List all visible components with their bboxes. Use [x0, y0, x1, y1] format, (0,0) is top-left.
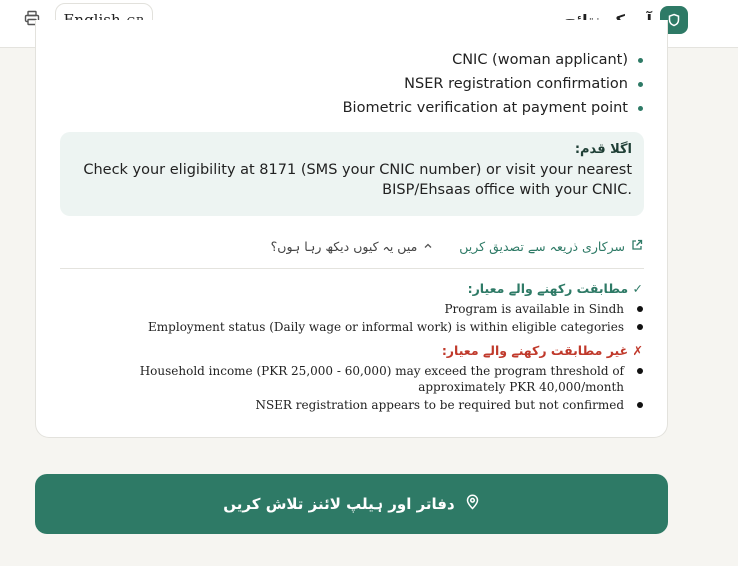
- bullet-dot-icon: [638, 58, 643, 63]
- chevron-up-icon: [423, 239, 433, 254]
- bullet-dot-icon: [638, 82, 643, 87]
- non-matching-criteria-heading: ✗ غیر مطابقت رکھنے والے معیار:: [441, 343, 643, 358]
- divider: [60, 268, 644, 269]
- non-matching-criteria-list: [76, 363, 643, 413]
- list-item: Employment status (Daily wage or informal work) is within eligible categories: [76, 319, 643, 335]
- source-links-row: [271, 234, 643, 258]
- list-item: Biometric verification at payment point: [343, 96, 643, 120]
- bullet-dot-icon: [638, 106, 643, 111]
- next-step-body: Check your eligibility at 8171 (SMS your CNIC number) or visit your nearest BISP/Ehsaas office with your CNIC.: [83, 162, 632, 198]
- matching-criteria-heading: ✓ مطابقت رکھنے والے معیار:: [467, 281, 643, 296]
- non-matching-criteria-section: [76, 343, 643, 415]
- external-link-icon: [631, 239, 643, 254]
- verify-official-source-link[interactable]: سرکاری ذریعہ سے تصدیق کریں: [459, 239, 643, 254]
- bullet-dot-icon: [637, 306, 643, 312]
- list-item: Household income (PKR 25,000 - 60,000) may exceed the program threshold of approximately PKR 40,000/month: [76, 363, 643, 395]
- results-card: [35, 20, 668, 438]
- bullet-dot-icon: [637, 324, 643, 330]
- matching-criteria-list: [76, 301, 643, 335]
- list-item: NSER registration appears to be required but not confirmed: [76, 397, 643, 413]
- list-item: CNIC (woman applicant): [343, 48, 643, 72]
- next-step-box: [60, 132, 644, 216]
- bullet-dot-icon: [637, 402, 643, 408]
- find-offices-label: دفاتر اور ہیلپ لائنز تلاش کریں: [223, 495, 455, 513]
- map-pin-icon: [465, 494, 480, 514]
- matching-criteria-section: [76, 281, 643, 337]
- list-item: NSER registration confirmation: [343, 72, 643, 96]
- find-offices-helplines-button[interactable]: [35, 474, 668, 534]
- bullet-dot-icon: [637, 368, 643, 374]
- next-step-title: اگلا قدم:: [574, 142, 632, 157]
- required-documents-list: [343, 48, 643, 120]
- list-item: Program is available in Sindh: [76, 301, 643, 317]
- why-am-i-seeing-this-toggle[interactable]: میں یہ کیوں دیکھ رہا ہوں؟: [271, 239, 434, 254]
